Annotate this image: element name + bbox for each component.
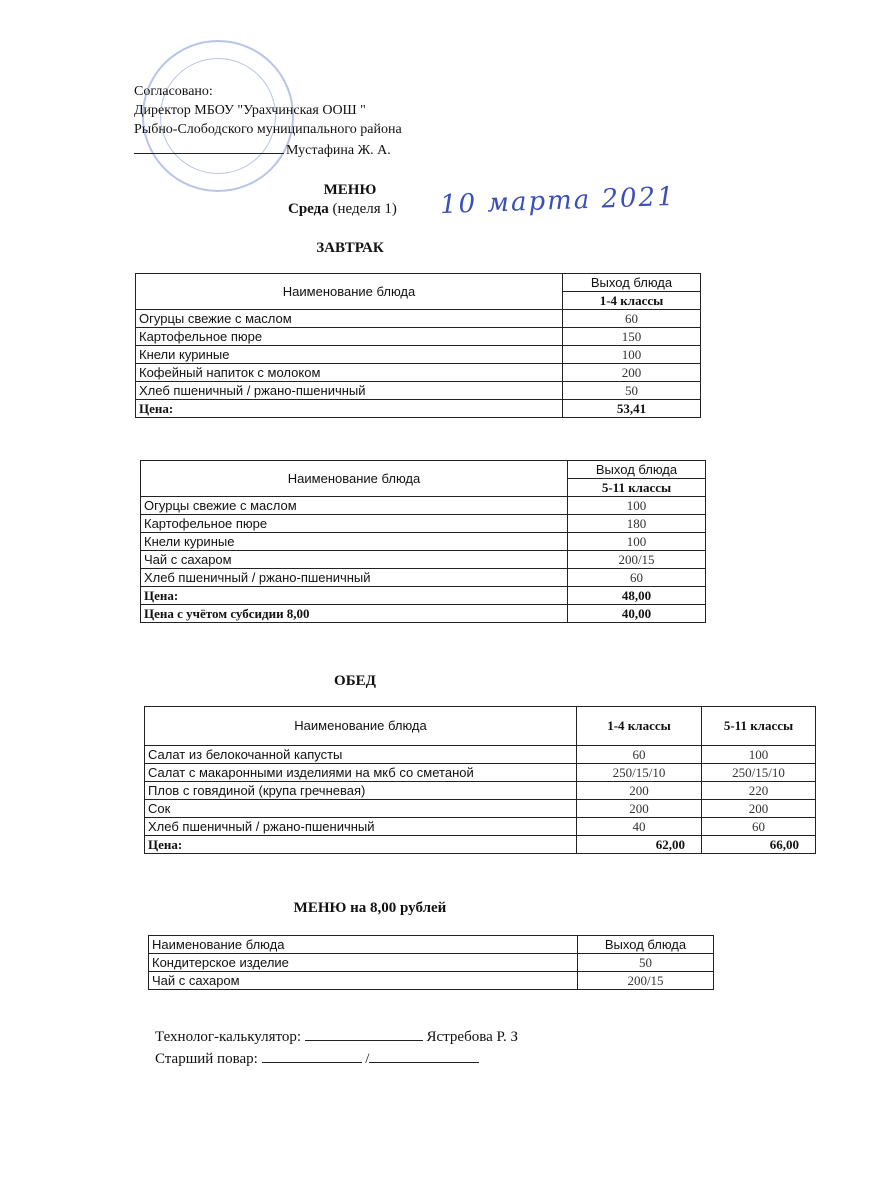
dish-name: Огурцы свежие с маслом	[141, 497, 568, 515]
menu-day: Среда	[288, 201, 329, 217]
dish-output-5-11: 100	[702, 746, 816, 764]
dish-name: Салат из белокочанной капусты	[145, 746, 577, 764]
col-header-class-5-11: 5-11 классы	[702, 707, 816, 746]
cook-signature-blank	[262, 1047, 362, 1063]
dish-name: Чай с сахаром	[141, 551, 568, 569]
dish-name: Картофельное пюре	[141, 515, 568, 533]
price-value: 48,00	[568, 587, 706, 605]
subsidy-price: 40,00	[568, 605, 706, 623]
dish-output: 50	[578, 954, 714, 972]
approval-block	[134, 82, 402, 160]
col-header-class: 5-11 классы	[568, 479, 706, 497]
dish-name: Салат с макаронными изделиями на мкб со сметаной	[145, 764, 577, 782]
price-label: Цена:	[141, 587, 568, 605]
technologist-name: Ястребова Р. З	[426, 1029, 518, 1045]
col-header-name: Наименование блюда	[145, 707, 577, 746]
dish-name: Хлеб пшеничный / ржано-пшеничный	[136, 382, 563, 400]
footer-signatures	[155, 1025, 518, 1069]
cook-name-blank	[369, 1047, 479, 1063]
dish-output-1-4: 200	[577, 782, 702, 800]
dish-name: Кнели куриные	[141, 533, 568, 551]
col-header-output: Выход блюда	[578, 936, 714, 954]
cook-separator: /	[365, 1051, 370, 1067]
dish-output: 200/15	[568, 551, 706, 569]
dish-output-5-11: 250/15/10	[702, 764, 816, 782]
dish-name: Картофельное пюре	[136, 328, 563, 346]
dish-output: 100	[563, 346, 701, 364]
col-header-output: Выход блюда	[563, 274, 701, 292]
menu-week: (неделя 1)	[332, 201, 397, 217]
price-1-4: 62,00	[577, 836, 702, 854]
dish-name: Чай с сахаром	[149, 972, 578, 990]
cook-label: Старший повар:	[155, 1051, 258, 1067]
dish-output-5-11: 60	[702, 818, 816, 836]
col-header-class-1-4: 1-4 классы	[577, 707, 702, 746]
menu-title: МЕНЮ	[323, 182, 377, 198]
dish-output: 200/15	[578, 972, 714, 990]
signature-blank	[134, 139, 284, 154]
subsidy-label: Цена с учётом субсидии 8,00	[141, 605, 568, 623]
price-label: Цена:	[136, 400, 563, 418]
dish-output: 60	[563, 310, 701, 328]
technologist-signature-blank	[305, 1025, 423, 1041]
lunch-table	[144, 706, 816, 854]
dish-output-1-4: 40	[577, 818, 702, 836]
col-header-name: Наименование блюда	[141, 461, 568, 497]
dish-name: Сок	[145, 800, 577, 818]
dish-name: Кофейный напиток с молоком	[136, 364, 563, 382]
dish-output-1-4: 60	[577, 746, 702, 764]
technologist-label: Технолог-калькулятор:	[155, 1029, 302, 1045]
dish-output: 200	[563, 364, 701, 382]
col-header-output: Выход блюда	[568, 461, 706, 479]
dish-name: Хлеб пшеничный / ржано-пшеничный	[141, 569, 568, 587]
price-value: 53,41	[563, 400, 701, 418]
menu-day-line	[288, 201, 397, 218]
dish-output: 60	[568, 569, 706, 587]
handwritten-date: 10 марта 2021	[439, 181, 677, 221]
col-header-name: Наименование блюда	[149, 936, 578, 954]
dish-name: Кондитерское изделие	[149, 954, 578, 972]
dish-output-5-11: 220	[702, 782, 816, 800]
dish-name: Плов с говядиной (крупа гречневая)	[145, 782, 577, 800]
dish-output: 150	[563, 328, 701, 346]
breakfast-table-1-4	[135, 273, 701, 418]
col-header-name: Наименование блюда	[136, 274, 563, 310]
approval-line-2: Директор МБОУ "Урахчинская ООШ "	[134, 103, 366, 118]
price-5-11: 66,00	[702, 836, 816, 854]
approval-line-1: Согласовано:	[134, 84, 213, 99]
dish-output: 50	[563, 382, 701, 400]
dish-output-1-4: 250/15/10	[577, 764, 702, 782]
price-label: Цена:	[145, 836, 577, 854]
col-header-class: 1-4 классы	[563, 292, 701, 310]
menu8-title: МЕНЮ на 8,00 рублей	[293, 900, 447, 916]
dish-name: Огурцы свежие с маслом	[136, 310, 563, 328]
approval-line-3: Рыбно-Слободского муниципального района	[134, 122, 402, 137]
technologist-line	[155, 1025, 518, 1047]
breakfast-table-5-11	[140, 460, 706, 623]
cook-line	[155, 1047, 518, 1069]
breakfast-title: ЗАВТРАК	[316, 240, 384, 256]
dish-name: Кнели куриные	[136, 346, 563, 364]
dish-output: 100	[568, 533, 706, 551]
dish-output-5-11: 200	[702, 800, 816, 818]
dish-output-1-4: 200	[577, 800, 702, 818]
dish-output: 180	[568, 515, 706, 533]
menu8-table	[148, 935, 714, 990]
approval-signature-line	[134, 139, 402, 160]
lunch-title: ОБЕД	[334, 673, 376, 689]
approval-signer: Мустафина Ж. А.	[286, 143, 391, 158]
dish-name: Хлеб пшеничный / ржано-пшеничный	[145, 818, 577, 836]
dish-output: 100	[568, 497, 706, 515]
